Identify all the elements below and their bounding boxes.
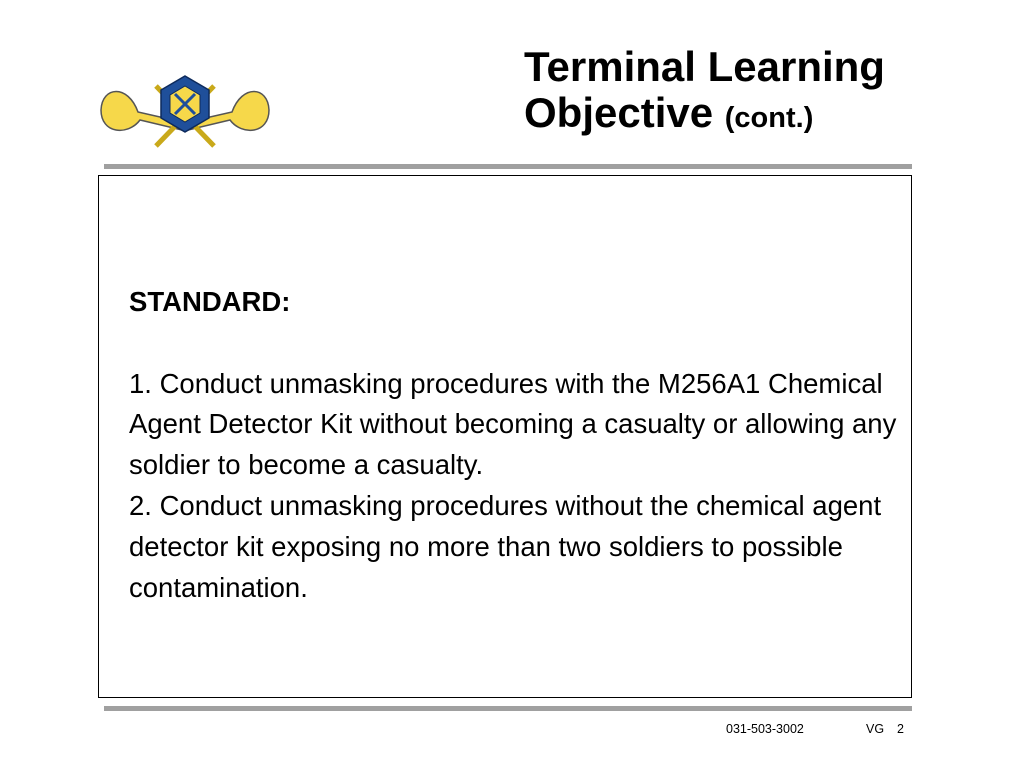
- footer-page-number: 2: [897, 722, 904, 736]
- slide-title: [524, 44, 944, 141]
- chemical-corps-insignia-icon: [98, 72, 272, 154]
- slide-title-suffix: (cont.): [724, 102, 814, 134]
- standard-item-1: 1. Conduct unmasking procedures with the M256A1 Chemical Agent Detector Kit without becoming a casualty or allowing any soldier to become a casualty.: [129, 367, 897, 481]
- body-text: [129, 282, 899, 608]
- bottom-divider: [104, 706, 912, 711]
- footer-type-label: VG: [866, 722, 885, 736]
- standard-item-2: 2. Conduct unmasking procedures without the chemical agent detector kit exposing no more than two soldiers to possible contamination.: [129, 489, 882, 603]
- top-divider: [104, 164, 912, 169]
- standard-heading: STANDARD:: [129, 286, 291, 317]
- content-box: [98, 175, 912, 698]
- slide-title-main: Terminal Learning Objective: [524, 43, 885, 136]
- footer-course-code: 031-503-3002: [726, 722, 804, 736]
